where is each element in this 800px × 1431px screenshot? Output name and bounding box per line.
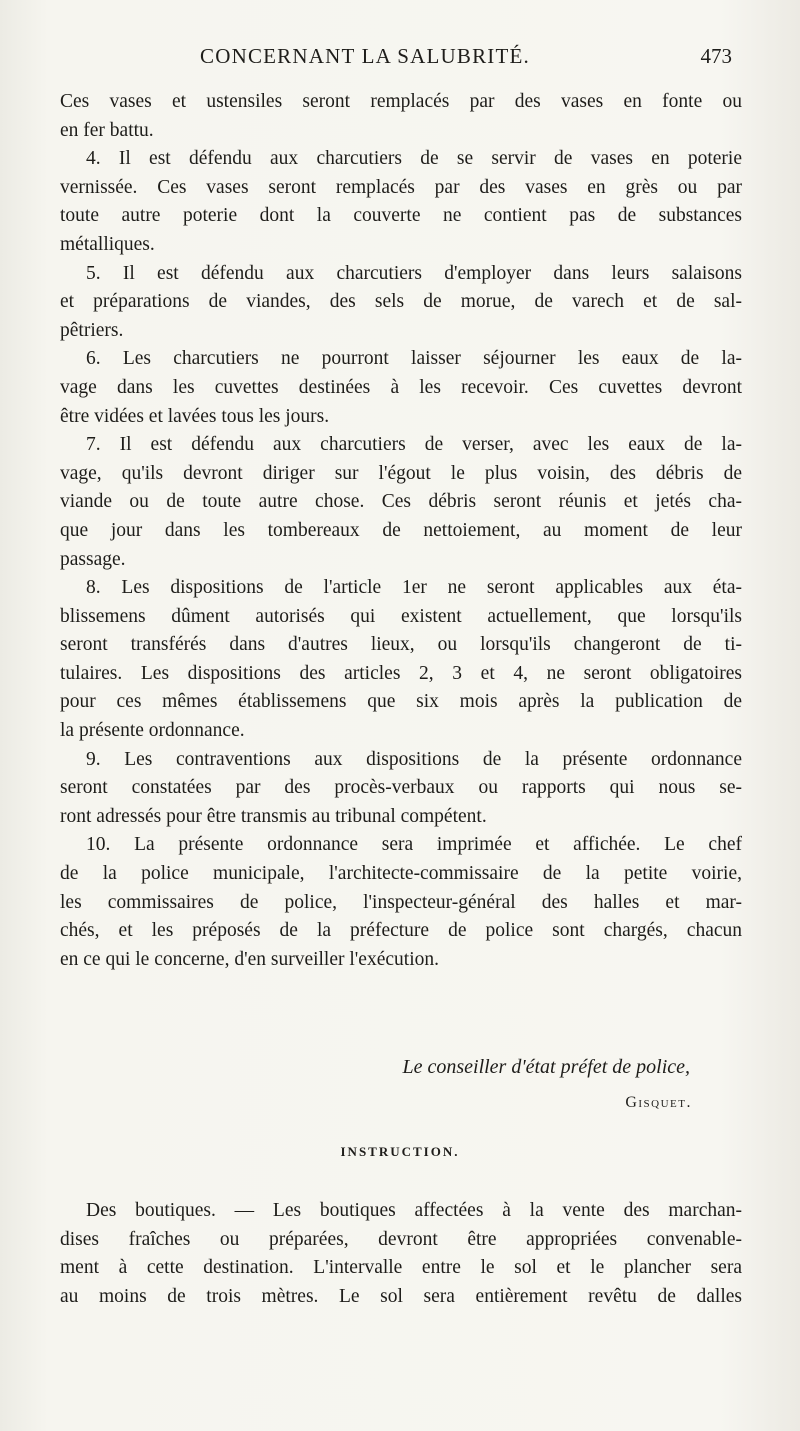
- text-line: que jour dans les tombereaux de nettoiement, au moment de leur: [60, 519, 742, 541]
- text-line: 9. Les contraventions aux dispositions de la présente ordonnance: [86, 748, 742, 770]
- section-heading: INSTRUCTION.: [340, 1144, 460, 1159]
- page-number: 473: [700, 44, 732, 68]
- text-line: ront adressés pour être transmis au tribunal compétent.: [60, 805, 487, 827]
- text-line: les commissaires de police, l'inspecteur-général des halles et mar-: [60, 891, 742, 913]
- text-line: 7. Il est défendu aux charcutiers de verser, avec les eaux de la-: [86, 434, 742, 456]
- running-title: CONCERNANT LA SALUBRITÉ.: [200, 44, 531, 68]
- text-line: être vidées et lavées tous les jours.: [60, 405, 330, 427]
- text-line: vernissée. Ces vases seront remplacés par des vases en grès ou par: [60, 176, 742, 198]
- text-line: vage, qu'ils devront diriger sur l'égout le plus voisin, des débris de: [60, 462, 742, 484]
- text-line: 8. Les dispositions de l'article 1er ne seront applicables aux éta-: [86, 577, 742, 599]
- text-line: en fer battu.: [60, 119, 154, 141]
- text-line: pêtriers.: [60, 319, 124, 341]
- text-line: tulaires. Les dispositions des articles 2, 3 et 4, ne seront obligatoires: [60, 662, 742, 684]
- text-line: dises fraîches ou préparées, devront être appropriées convenable-: [60, 1228, 742, 1250]
- text-line: seront constatées par des procès-verbaux ou rapports qui nous se-: [60, 777, 742, 799]
- text-line: et préparations de viandes, des sels de morue, de varech et de sal-: [60, 291, 742, 313]
- text-line: 4. Il est défendu aux charcutiers de se servir de vases en poterie: [86, 148, 742, 170]
- text-line: en ce qui le concerne, d'en surveiller l'exécution.: [60, 948, 439, 970]
- text-line: la présente ordonnance.: [60, 720, 245, 742]
- text-line: Des boutiques. — Les boutiques affectées à la vente des marchan-: [86, 1200, 742, 1221]
- text-line: 5. Il est défendu aux charcutiers d'employer dans leurs salaisons: [86, 262, 742, 284]
- signatory-name: Gisquet.: [625, 1094, 692, 1111]
- text-line: métalliques.: [60, 233, 155, 255]
- text-line: 10. La présente ordonnance sera imprimée et affichée. Le chef: [86, 834, 742, 856]
- text-line: blissemens dûment autorisés qui existent actuellement, que lorsqu'ils: [60, 605, 742, 627]
- instruction-body: [60, 1197, 742, 1311]
- ordinance-body: [60, 88, 742, 974]
- text-line: de la police municipale, l'architecte-commissaire de la petite voirie,: [60, 863, 742, 885]
- text-line: pour ces mêmes établissemens que six mois après la publication de: [60, 691, 742, 713]
- page-header: [60, 44, 732, 78]
- signatory-title: Le conseiller d'état préfet de police,: [402, 1056, 690, 1078]
- text-line: toute autre poterie dont la couverte ne contient pas de substances: [60, 205, 742, 227]
- text-line: vage dans les cuvettes destinées à les recevoir. Ces cuvettes devront: [60, 376, 742, 398]
- text-line: 6. Les charcutiers ne pourront laisser séjourner les eaux de la-: [86, 348, 742, 370]
- text-line: ment à cette destination. L'intervalle entre le sol et le plancher sera: [60, 1257, 742, 1279]
- text-line: seront transférés dans d'autres lieux, ou lorsqu'ils changeront de ti-: [60, 634, 742, 656]
- text-line: viande ou de toute autre chose. Ces débris seront réunis et jetés cha-: [60, 491, 742, 513]
- text-line: chés, et les préposés de la préfecture de police sont chargés, chacun: [60, 920, 742, 942]
- text-line: Ces vases et ustensiles seront remplacés par des vases en fonte ou: [60, 91, 742, 112]
- text-line: passage.: [60, 548, 126, 570]
- text-line: au moins de trois mètres. Le sol sera entièrement revêtu de dalles: [60, 1285, 742, 1307]
